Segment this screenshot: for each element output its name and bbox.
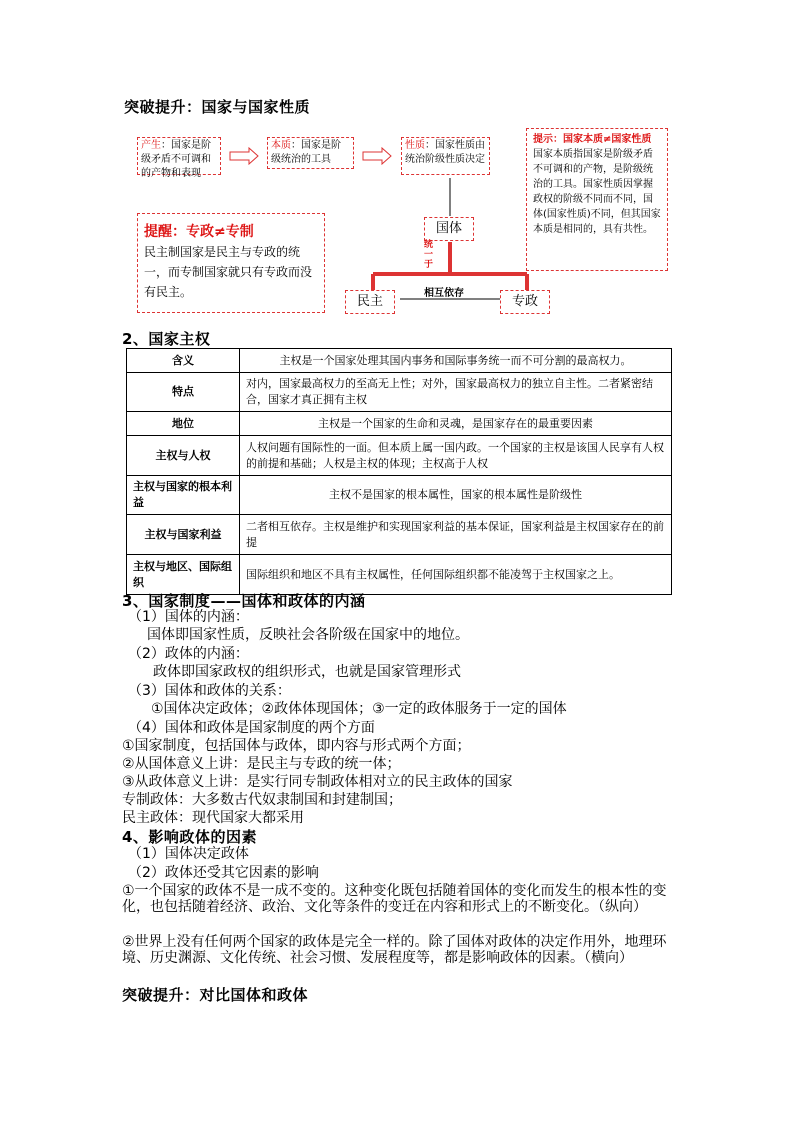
- table-row: [127, 476, 672, 515]
- row-value: 对内，国家最高权力的至高无上性；对外，国家最高权力的独立自主性。二者紧密结合，国家才真正拥有主权: [240, 373, 672, 412]
- section4-title: 4、影响政体的因素: [122, 828, 257, 846]
- table-row: [127, 515, 672, 555]
- table-row: [127, 349, 672, 373]
- s3-line: （3）国体和政体的关系：: [128, 683, 291, 699]
- origin-label: 产生: [141, 140, 161, 151]
- nature-label: 性质: [405, 140, 425, 151]
- s3-line: （2）政体的内涵：: [128, 646, 249, 662]
- zhuanzheng-box: 专政: [500, 290, 550, 314]
- row-value: 主权是一个国家的生命和灵魂，是国家存在的最重要因素: [240, 412, 672, 436]
- s3-line: 政体即国家政权的组织形式，也就是国家管理形式: [153, 664, 461, 680]
- s3-line: ①国家制度，包括国体与政体，即内容与形式两个方面；: [122, 738, 471, 754]
- row-key: 主权与国家的根本利益: [127, 476, 240, 515]
- essence-text: ：国家是阶级统治的工具: [271, 140, 341, 165]
- guoti-box: 国体: [424, 217, 474, 241]
- table-row: [127, 555, 672, 595]
- row-key: 主权与人权: [127, 436, 240, 476]
- essence-label: 本质: [271, 140, 291, 151]
- origin-box: [137, 137, 221, 179]
- tip-title: 提示：国家本质≠国家性质: [533, 134, 652, 145]
- table-row: [127, 373, 672, 412]
- tip-text: 国家本质指国家是阶级矛盾不可调和的产物，是阶级统治的工具。国家性质因掌握政权的阶级不同而不同，国体(国家性质)不同，但其国家本质是相同的，具有共性。: [533, 149, 661, 235]
- remind-text: 民主制国家是民主与专政的统一，而专制国家就只有专政而没有民主。: [144, 245, 313, 299]
- section2-title: 2、国家主权: [122, 330, 211, 348]
- row-key: 含义: [127, 349, 240, 373]
- s3-line: （4）国体和政体是国家制度的两个方面: [128, 720, 375, 736]
- s4-paragraph: ②世界上没有任何两个国家的政体是完全一样的。除了国体对政体的决定作用外，地理环境、历史渊源、文化传统、社会习惯、发展程度等，都是影响政体的因素。（横向）: [122, 934, 667, 966]
- s3-line: 国体即国家性质，反映社会各阶级在国家中的地位。: [147, 627, 469, 643]
- s4-line: （1）国体决定政体: [128, 846, 249, 862]
- s3-line: （1）国体的内涵：: [128, 609, 249, 625]
- row-value: 人权问题有国际性的一面。但本质上属一国内政。一个国家的主权是该国人民享有人权的前提和基础；人权是主权的体现；主权高于人权: [240, 436, 672, 476]
- s4-line: （2）政体还受其它因素的影响: [128, 865, 319, 881]
- section5-title: 突破提升：对比国体和政体: [122, 986, 309, 1004]
- sovereignty-table: [126, 348, 672, 595]
- row-key: 主权与国家利益: [127, 515, 240, 555]
- essence-box: [267, 137, 354, 169]
- minzhu-box: 民主: [345, 290, 395, 314]
- row-value: 主权是一个国家处理其国内事务和国际事务统一而不可分割的最高权力。: [240, 349, 672, 373]
- s3-line: 专制政体：大多数古代奴隶制国和封建制国；: [122, 792, 402, 808]
- remind-title: 提醒：专政≠专制: [144, 224, 254, 240]
- arrow-right-icon: [362, 147, 392, 165]
- row-key: 地位: [127, 412, 240, 436]
- remind-box: [137, 213, 325, 313]
- nature-text: ：国家性质由统治阶级性质决定: [405, 140, 485, 165]
- s3-line: ②从国体意义上讲：是民主与专政的统一体；: [122, 756, 401, 772]
- arrow-right-icon: [229, 147, 259, 165]
- s3-line: ③从政体意义上讲：是实行同专制政体相对立的民主政体的国家: [122, 774, 513, 790]
- s3-line: ①国体决定政体；②政体体现国体；③一定的政体服务于一定的国体: [151, 701, 567, 717]
- row-value: 国际组织和地区不具有主权属性，任何国际组织都不能凌驾于主权国家之上。: [240, 555, 672, 595]
- row-key: 特点: [127, 373, 240, 412]
- table-row: [127, 412, 672, 436]
- s3-line: 民主政体：现代国家大都采用: [122, 810, 304, 826]
- tip-box: [526, 128, 668, 271]
- s4-paragraph: ①一个国家的政体不是一成不变的。这种变化既包括随着国体的变化而发生的根本性的变化，也包括随着经济、政治、文化等条件的变迁在内容和形式上的不断变化。（纵向）: [122, 883, 667, 915]
- section3-title: 3、国家制度——国体和政体的内涵: [122, 592, 366, 610]
- section1-title: 突破提升：国家与国家性质: [124, 98, 311, 116]
- mutual-label: 相互依存: [424, 288, 464, 299]
- tongyi-label: 统一于: [424, 240, 434, 270]
- table-row: [127, 436, 672, 476]
- row-value: 主权不是国家的根本属性，国家的根本属性是阶级性: [240, 476, 672, 515]
- row-key: 主权与地区、国际组织: [127, 555, 240, 595]
- origin-text: ：国家是阶级矛盾不可调和的产物和表现: [141, 140, 211, 179]
- row-value: 二者相互依存。主权是维护和实现国家利益的基本保证，国家利益是主权国家存在的前提: [240, 515, 672, 555]
